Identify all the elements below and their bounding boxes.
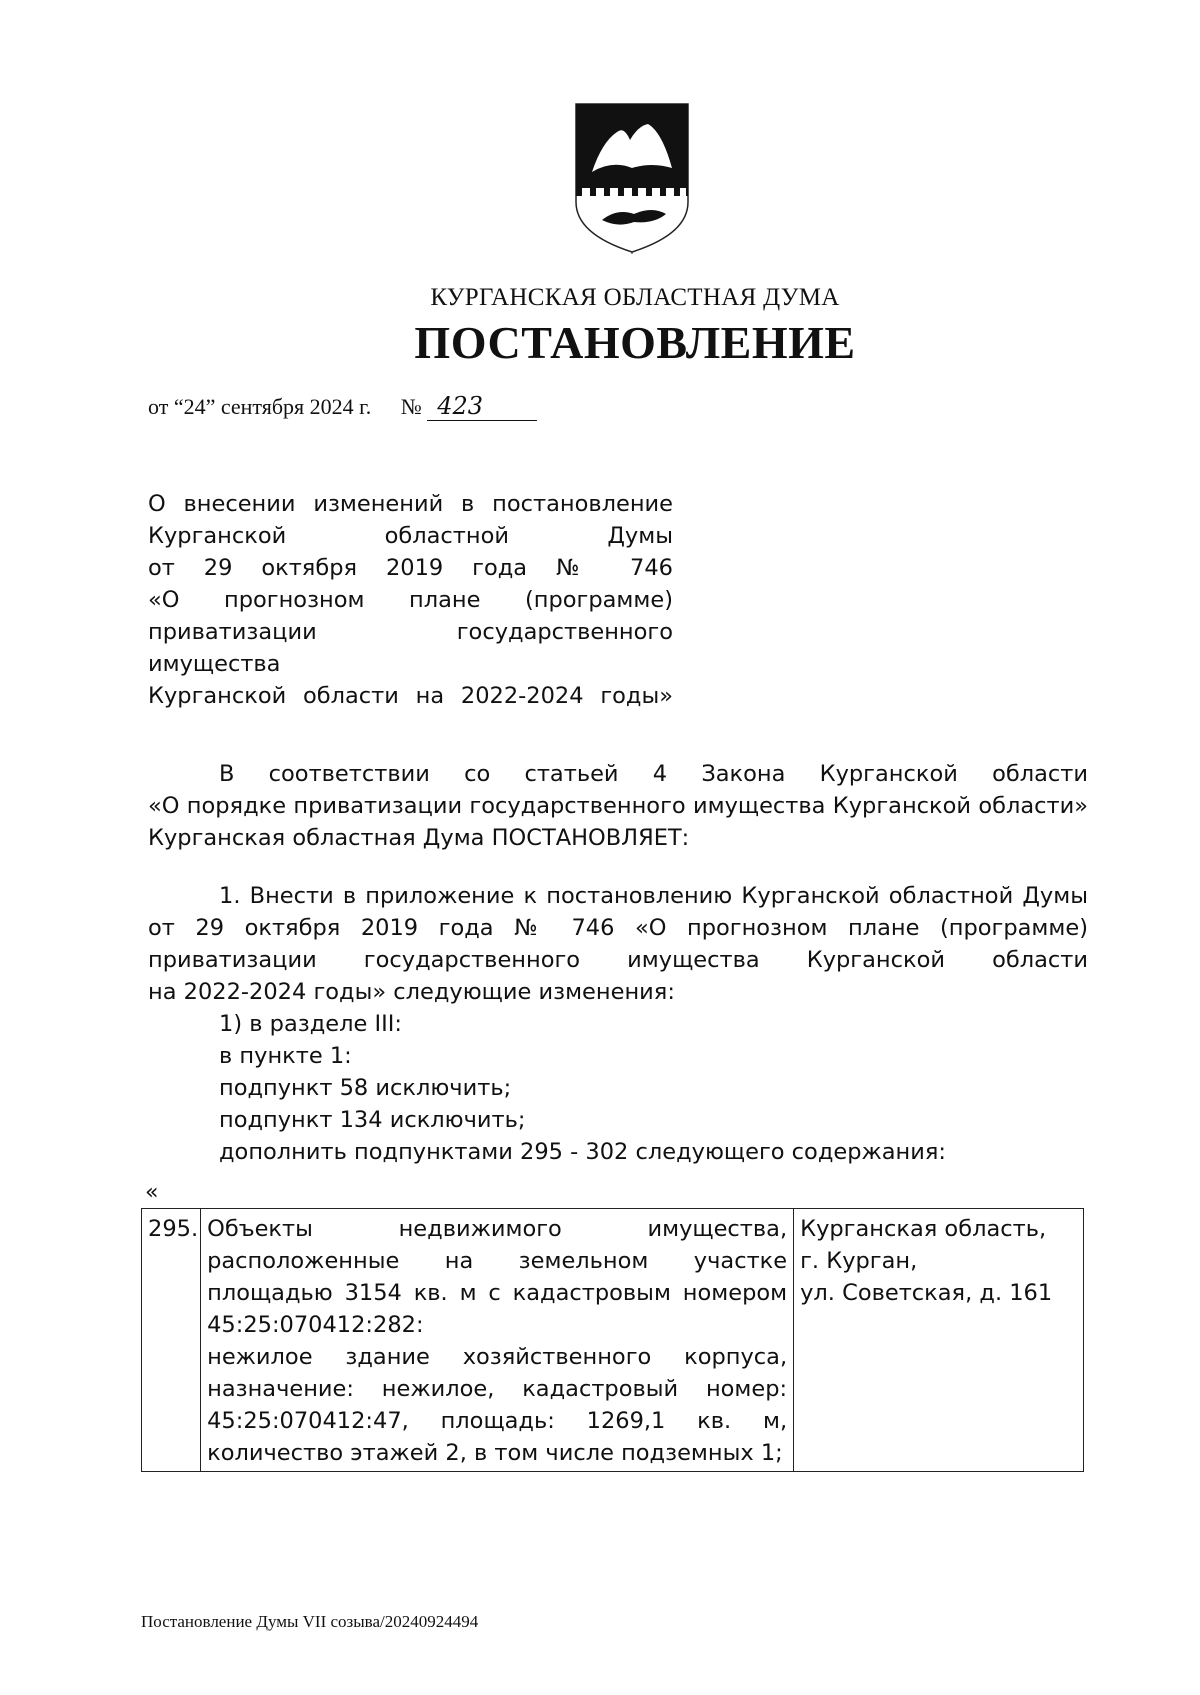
document-date: от “24” сентября 2024 г.: [148, 394, 372, 419]
number-label: №: [400, 394, 422, 419]
row-number: 295.: [142, 1209, 201, 1472]
row-address: [794, 1209, 1084, 1472]
title-line: О внесении изменений в постановление: [148, 491, 673, 517]
item1-line: приватизации государственного имущества Курганской области: [148, 947, 1088, 973]
property-table: [141, 1208, 1084, 1472]
title-line: «О прогнозном плане (программе): [148, 587, 673, 613]
description-line: 45:25:070412:282:: [207, 1312, 424, 1338]
description-line: назначение: нежилое, кадастровый номер:: [207, 1376, 788, 1402]
date-number-line: [148, 392, 537, 421]
description-line: количество этажей 2, в том числе подземных 1;: [207, 1440, 783, 1466]
coat-of-arms-icon: [572, 102, 692, 254]
document-number: 423: [427, 392, 537, 421]
preamble-line: Курганская областная Дума ПОСТАНОВЛЯЕТ:: [148, 825, 690, 851]
subitem: 1) в разделе III:: [219, 1011, 402, 1037]
title-line: приватизации государственного имущества: [148, 619, 673, 677]
title-line: от 29 октября 2019 года № 746: [148, 555, 673, 581]
description-line: расположенные на земельном участке: [207, 1248, 788, 1274]
address-line: г. Курган,: [800, 1248, 918, 1274]
subitem: подпункт 134 исключить;: [219, 1107, 526, 1133]
preamble-line: «О порядке приватизации государственного имущества Курганской области»: [148, 793, 1088, 819]
title-line: Курганской области на 2022-2024 годы»: [148, 683, 673, 709]
table-row: [142, 1209, 1084, 1472]
document-title: [148, 488, 673, 712]
subitem: в пункте 1:: [219, 1043, 352, 1069]
opening-quote: «: [145, 1180, 159, 1205]
subitem: подпункт 58 исключить;: [219, 1075, 512, 1101]
item1-line: 1. Внести в приложение к постановлению Курганской областной Думы: [219, 883, 1088, 909]
item1-line: от 29 октября 2019 года № 746 «О прогнозном плане (программе): [148, 915, 1088, 941]
address-line: Курганская область,: [800, 1216, 1047, 1242]
item1-line: на 2022-2024 годы» следующие изменения:: [148, 979, 675, 1005]
document-body: [148, 758, 1088, 1168]
footer-registry-number: Постановление Думы VII созыва/20240924494: [141, 1612, 479, 1631]
preamble-line: В соответствии со статьей 4 Закона Курганской области: [219, 761, 1088, 787]
row-description: [201, 1209, 794, 1472]
title-line: Курганской областной Думы: [148, 523, 673, 549]
subitem: дополнить подпунктами 295 - 302 следующего содержания:: [219, 1139, 947, 1165]
organization-name: КУРГАНСКАЯ ОБЛАСТНАЯ ДУМА: [430, 284, 840, 311]
description-line: 45:25:070412:47, площадь: 1269,1 кв. м,: [207, 1408, 788, 1434]
description-line: площадью 3154 кв. м с кадастровым номером: [207, 1280, 788, 1306]
description-line: нежилое здание хозяйственного корпуса,: [207, 1344, 788, 1370]
description-line: Объекты недвижимого имущества,: [207, 1216, 788, 1242]
address-line: ул. Советская, д. 161: [800, 1280, 1053, 1306]
document-type: ПОСТАНОВЛЕНИЕ: [414, 317, 856, 368]
